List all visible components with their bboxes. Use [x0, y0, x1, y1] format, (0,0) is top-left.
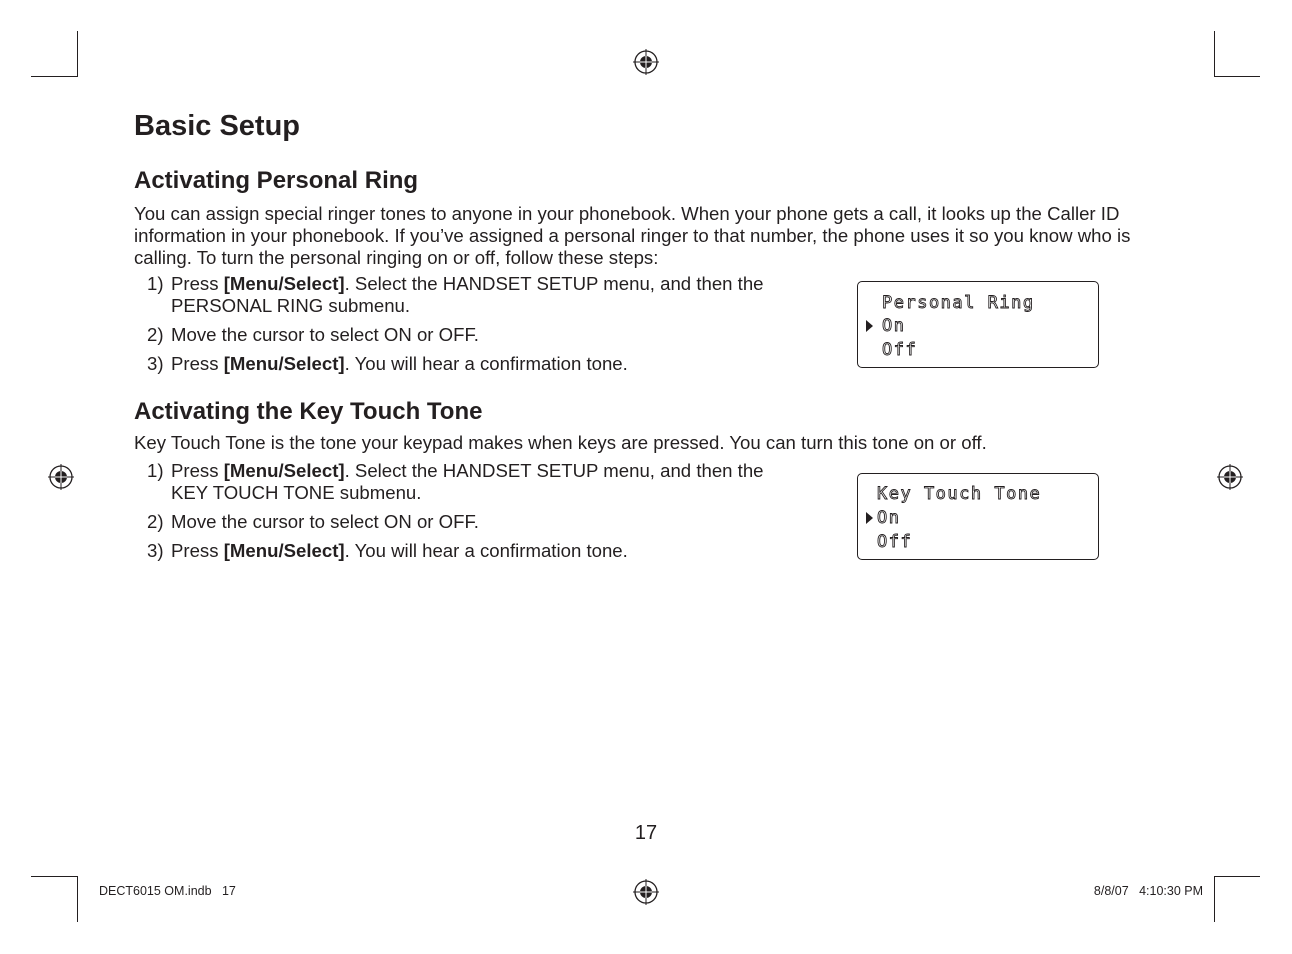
lcd-title: Key Touch Tone	[877, 484, 1042, 504]
lcd-option-on: On	[877, 508, 901, 528]
list-item	[134, 540, 794, 562]
section-heading-key-touch-tone: Activating the Key Touch Tone	[134, 398, 483, 425]
registration-mark-icon	[1216, 463, 1244, 491]
section-intro-personal-ring: You can assign special ringer tones to anyone in your phonebook. When your phone gets a call, it looks up the Caller ID information in your phonebook. If you’ve assigned a personal ringer to that number, the phone uses it so you know who is calling. To turn the personal ringing on or off, follow these steps:	[134, 203, 1131, 268]
list-item	[134, 353, 794, 375]
step-number: 2)	[147, 511, 164, 532]
step-text: Move the cursor to select ON or OFF.	[171, 324, 479, 345]
step-text: Press	[171, 460, 224, 481]
crop-mark	[77, 876, 78, 922]
crop-mark	[1214, 76, 1260, 77]
crop-mark	[1214, 31, 1215, 77]
steps-list-personal-ring	[134, 273, 794, 375]
slug-timestamp: 8/8/07 4:10:30 PM	[1093, 884, 1203, 898]
step-key: [Menu/Select]	[223, 540, 345, 561]
step-key: [Menu/Select]	[223, 353, 345, 374]
step-number: 1)	[147, 273, 164, 294]
crop-mark	[31, 76, 77, 77]
lcd-screen-key-touch-tone	[857, 473, 1099, 560]
registration-mark-icon	[632, 878, 660, 906]
step-text: Move the cursor to select ON or OFF.	[171, 511, 479, 532]
lcd-option-off: Off	[877, 532, 913, 552]
step-key: [Menu/Select]	[223, 273, 345, 294]
step-number: 1)	[147, 460, 164, 481]
list-item	[134, 324, 794, 346]
lcd-screen-personal-ring	[857, 281, 1099, 368]
slug-file: DECT6015 OM.indb 17	[99, 884, 236, 898]
step-text: Press	[171, 353, 224, 374]
list-item	[134, 460, 794, 504]
lcd-title: Personal Ring	[882, 293, 1035, 313]
list-item	[134, 273, 794, 317]
lcd-option-off: Off	[882, 340, 918, 360]
section-intro-key-touch-tone: Key Touch Tone is the tone your keypad makes when keys are pressed. You can turn this tone on or off.	[134, 432, 987, 453]
page-number: 17	[634, 822, 658, 844]
step-text: Press	[171, 273, 224, 294]
list-item	[134, 511, 794, 533]
step-text: Press	[171, 540, 224, 561]
cursor-arrow-icon	[866, 512, 873, 524]
registration-mark-icon	[632, 48, 660, 76]
registration-mark-icon	[47, 463, 75, 491]
step-number: 3)	[147, 540, 164, 561]
crop-mark	[1214, 876, 1260, 877]
steps-list-key-touch-tone	[134, 460, 794, 562]
step-number: 3)	[147, 353, 164, 374]
crop-mark	[31, 876, 77, 877]
step-key: [Menu/Select]	[223, 460, 345, 481]
step-text: . Select the HANDSET SETUP menu, and then the KEY TOUCH TONE submenu.	[171, 460, 764, 503]
lcd-option-on: On	[882, 316, 906, 336]
step-text: . You will hear a confirmation tone.	[344, 353, 628, 374]
cursor-arrow-icon	[866, 320, 873, 332]
page-title: Basic Setup	[134, 110, 300, 142]
section-heading-personal-ring: Activating Personal Ring	[134, 167, 419, 194]
step-text: . Select the HANDSET SETUP menu, and then the PERSONAL RING submenu.	[171, 273, 764, 316]
step-text: . You will hear a confirmation tone.	[344, 540, 628, 561]
crop-mark	[1214, 876, 1215, 922]
crop-mark	[77, 31, 78, 77]
step-number: 2)	[147, 324, 164, 345]
